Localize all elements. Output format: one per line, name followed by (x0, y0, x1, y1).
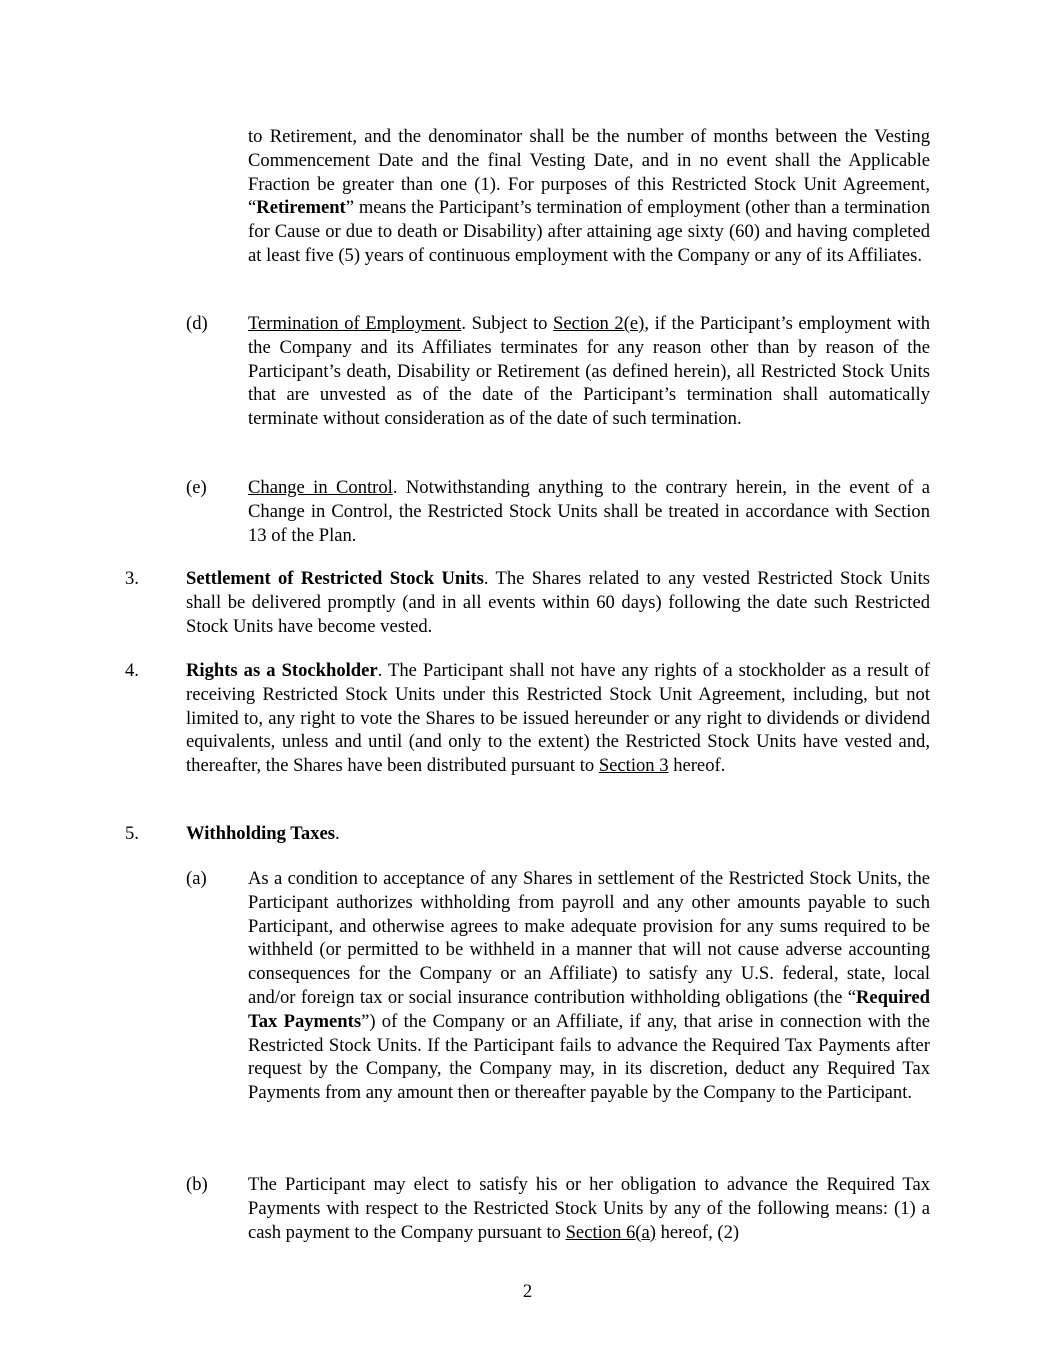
section-2e-paragraph (248, 476, 930, 547)
section-5b-text-2: hereof, (2) (655, 1221, 740, 1243)
section-5b-text-1: The Participant may elect to satisfy his or her obligation to advance the Required Tax Payments with respect to the Restricted Stock Units by any of the following means: (1) a cash payment to the Company pursuant to (248, 1174, 930, 1243)
intro-text-2: ” means the Participant’s termination of employment (other than a termination for Cause or due to death or Disability) after attaining age sixty (60) and having completed at least five (5) years of continuous employment with the Company or any of its Affiliates. (248, 197, 930, 266)
section-5-title: Withholding Taxes (186, 823, 335, 844)
section-5-heading (186, 822, 930, 846)
section-6a-reference-link[interactable]: Section 6(a) (565, 1221, 656, 1243)
section-3-reference-link[interactable]: Section 3 (598, 755, 669, 777)
section-5a-label: (a) (186, 868, 207, 889)
section-3-label: 3. (125, 568, 139, 589)
intro-text-1: to Retirement, and the denominator shall be the number of months between the Vesting Commencement Date and the final Vesting Date, and in no event shall the Applicable Fraction be greater than one (1). For purposes of this Restricted Stock Unit Agreement, “ (248, 126, 930, 219)
section-2d-paragraph (248, 312, 930, 431)
section-2e-title: Change in Control (248, 477, 393, 498)
section-3-paragraph (186, 567, 930, 638)
intro-paragraph (248, 125, 930, 268)
retirement-term: Retirement (256, 197, 346, 219)
section-2e-reference-link[interactable]: Section 2(e) (553, 313, 645, 334)
section-2d-text-1: . Subject to (461, 313, 554, 334)
section-4-paragraph (186, 659, 930, 778)
section-4-text-1: . The Participant shall not have any rights of a stockholder as a result of receiving Restricted Stock Units under this Restricted Stock Unit Agreement, including, but not limited to, any right to vote the Shares to be issued hereunder or any right to dividends or dividend equivalents, unless and until (and only to the extent) the Restricted Stock Units have vested and, thereafter, the Shares have been distributed pursuant to (186, 660, 930, 777)
section-4-text-2: hereof. (668, 755, 726, 777)
section-2e-label: (e) (186, 477, 207, 498)
section-5a-text-1: As a condition to acceptance of any Shares in settlement of the Restricted Stock Units, the Participant authorizes withholding from payroll and any other amounts payable to such Participant, and otherwise agrees to make adequate provision for any sums required to be withheld (or permitted to be withheld in a manner that will not cause adverse accounting consequences for the Company or an Affiliate) to satisfy any U.S. federal, state, local and/or foreign tax or social insurance contribution withholding obligations (the “ (248, 868, 930, 1008)
section-5-label: 5. (125, 823, 139, 844)
section-3-text: . The Shares related to any vested Restricted Stock Units shall be delivered promptly (and in all events within 60 days) following the date such Restricted Stock Units have become vested. (186, 568, 930, 637)
page-number: 2 (522, 1281, 533, 1302)
section-5a-paragraph (248, 867, 930, 1105)
section-3-title: Settlement of Restricted Stock Units (186, 568, 484, 589)
section-5-tail: . (335, 823, 340, 844)
section-2d-title: Termination of Employment (248, 313, 462, 334)
section-2d-text-2: , if the Participant’s employment with the Company and its Affiliates terminates for any reason other than by reason of the Participant’s death, Disability or Retirement (as defined herein), all Restricted Stock Units that are unvested as of the date of the Participant’s termination shall automatically terminate without consideration as of the date of such termination. (248, 313, 931, 430)
section-2d-label: (d) (186, 313, 208, 334)
section-2e-text: . Notwithstanding anything to the contrary herein, in the event of a Change in Control, the Restricted Stock Units shall be treated in accordance with Section 13 of the Plan. (248, 477, 930, 546)
section-5b-paragraph (248, 1173, 930, 1244)
section-5a-text-2: ”) of the Company or an Affiliate, if any, that arise in connection with the Restricted Stock Units. If the Participant fails to advance the Required Tax Payments after request by the Company, the Company may, in its discretion, deduct any Required Tax Payments from any amount then or thereafter payable by the Company to the Participant. (248, 1010, 930, 1104)
required-tax-payments-term: Required Tax Payments (248, 986, 930, 1032)
section-4-label: 4. (125, 660, 139, 681)
section-4-title: Rights as a Stockholder (186, 660, 378, 681)
section-5b-label: (b) (186, 1174, 208, 1195)
